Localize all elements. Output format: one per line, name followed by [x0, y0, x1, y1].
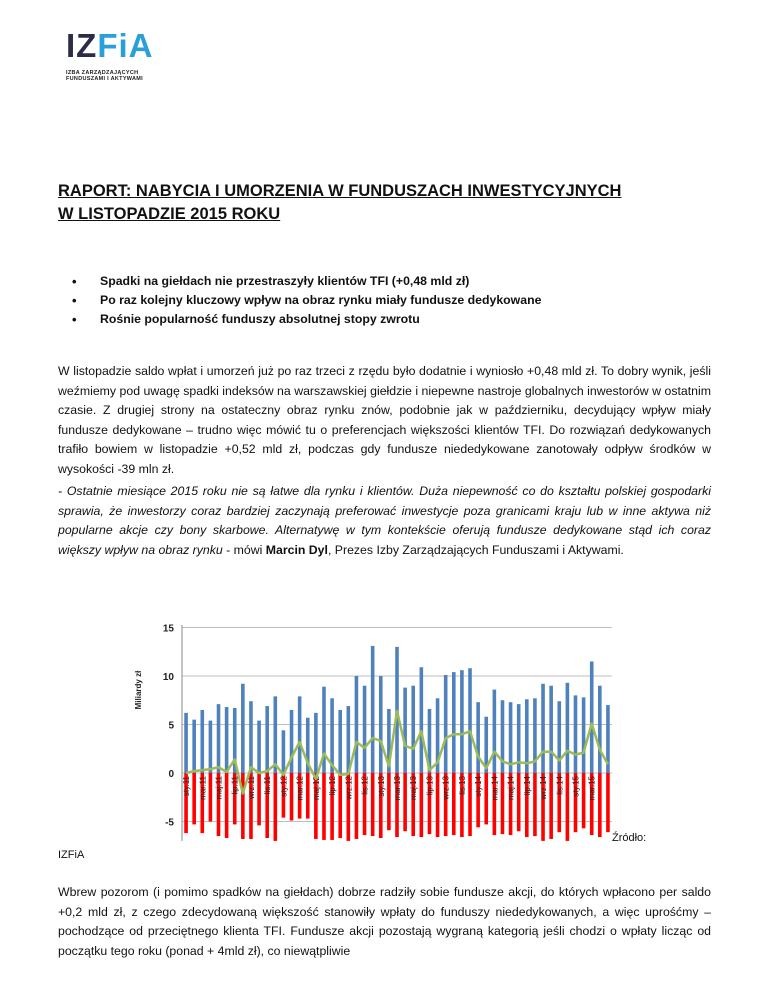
inflow-bar: [249, 701, 253, 773]
x-tick-label: mar.14: [490, 776, 500, 801]
inflow-bar: [241, 684, 245, 773]
x-tick-label: wrz.11: [246, 776, 256, 799]
inflow-bar: [355, 676, 359, 773]
inflow-bar: [444, 675, 448, 773]
inflow-bar: [582, 697, 586, 773]
highlight-item: • Rośnie popularność funduszy absolutnej stopy zwrotu: [72, 310, 541, 329]
inflow-bar: [452, 672, 456, 773]
inflow-bar: [468, 668, 472, 773]
x-tick-label: mar.12: [295, 776, 305, 801]
outflow-bar: [436, 773, 440, 837]
outflow-bar: [533, 773, 537, 836]
x-tick-label: lip.14: [522, 776, 532, 796]
outflow-bar: [306, 773, 310, 819]
source-label: Źródło:: [612, 832, 647, 844]
highlights-list: [72, 272, 541, 329]
outflow-bar: [420, 773, 424, 837]
x-tick-label: lis.11: [263, 776, 273, 795]
inflow-bar: [347, 706, 351, 773]
outflow-bar: [387, 773, 391, 830]
inflow-bar: [403, 688, 407, 773]
outflow-bar: [225, 773, 229, 838]
outflow-bar: [468, 773, 472, 836]
x-tick-label: wrz.14: [539, 776, 549, 800]
x-tick-label: lis.14: [555, 776, 565, 795]
inflow-bar: [566, 683, 570, 773]
x-tick-label: maj.11: [214, 776, 224, 800]
inflow-bar: [184, 713, 188, 773]
outflow-bar: [241, 773, 245, 839]
inflow-bar: [363, 686, 367, 773]
x-tick-label: wrz.13: [441, 776, 451, 800]
outflow-bar: [355, 773, 359, 839]
y-tick-label: 15: [162, 623, 174, 635]
inflow-bar: [225, 707, 229, 773]
inflow-bar: [371, 646, 375, 773]
inflow-bar: [200, 710, 204, 773]
y-axis-label: Miliardy zł: [134, 670, 143, 710]
highlight-item: • Po raz kolejny kluczowy wpływ na obraz rynku miały fundusze dedykowane: [72, 291, 541, 310]
inflow-bar: [257, 721, 261, 773]
inflow-bar: [493, 690, 497, 773]
x-tick-label: sty.15: [571, 776, 581, 797]
inflow-bar: [290, 710, 294, 773]
quote-text: - Ostatnie miesiące 2015 roku nie są łatwe dla rynku i klientów. Duża niepewność co do kształtu polskiej gospodarki sprawia, że inwestorzy coraz bardziej zaczynają preferować inwestycje poza granicami kraju lub w inne aktywa niż popularne akcje czy bony skarbowe. Alternatywę w tym kontekście oferują fundusze dedykowane stąd ich coraz większy wpływ na obraz rynku: [58, 484, 711, 557]
inflow-bar: [460, 670, 464, 773]
inflow-bar: [549, 686, 553, 773]
report-title: [58, 180, 718, 226]
inflow-bar: [420, 667, 424, 773]
x-tick-label: maj.12: [311, 776, 321, 801]
y-tick-label: 0: [168, 769, 174, 780]
inflow-bar: [557, 701, 561, 773]
intro-paragraph: W listopadzie saldo wpłat i umorzeń już po raz trzeci z rzędu było dodatnie i wyniosło +0,48 mld zł. To dobry wynik, jeśli weźmiemy pod uwagę spadki indeksów na warszawskiej giełdzie i niepewne nastroje globalnych inwestorów w ostatnim czasie. Z drugiej strony na ostateczny obraz rynku znów, podobnie jak w październiku, decydujący wpływ miały fundusze dedykowane – trudno więc mówić tu o preferencjach większości klientów TFI. Do rozwiązań dedykowanych trafiło bowiem w listopadzie +0,52 mld zł, podczas gdy fundusze niededykowane zanotowały odpływ środków w wysokości -39 mln zł.: [58, 364, 711, 476]
outflow-bar: [566, 773, 570, 841]
outflow-bar: [274, 773, 278, 841]
x-tick-label: lip.13: [425, 776, 435, 796]
quote-paragraph: - Ostatnie miesiące 2015 roku nie są łatwe dla rynku i klientów. Duża niepewność co do kształtu polskiej gospodarki sprawia, że inwestorzy coraz bardziej zaczynają preferować inwestycje poza granicami kraju lub w inne aktywa niż popularne akcje czy bony skarbowe. Alternatywę w tym kontekście oferują fundusze dedykowane stąd ich coraz większy wpływ na obraz rynku - mówi Marcin Dyl, Prezes Izby Zarządzających Funduszami i Aktywami.: [58, 484, 711, 557]
izfia-logo: [66, 27, 154, 82]
x-tick-label: wrz.12: [344, 776, 354, 800]
highlight-item: • Spadki na giełdach nie przestraszyły klientów TFI (+0,48 mld zł): [72, 272, 541, 291]
outflow-bar: [403, 773, 407, 831]
source-name: IZFiA: [58, 849, 85, 861]
inflow-bar: [265, 706, 269, 773]
outflow-bar: [371, 773, 375, 836]
inflow-bar: [574, 695, 578, 773]
x-tick-label: sty.11: [182, 776, 192, 797]
outflow-bar: [549, 773, 553, 839]
inflow-bar: [379, 676, 383, 773]
inflow-bar: [541, 684, 545, 773]
inflow-bar: [314, 713, 318, 773]
outflow-bar: [501, 773, 505, 834]
y-tick-label: -5: [165, 817, 174, 829]
speaker-name: Marcin Dyl: [265, 542, 328, 557]
logo-wordmark: IZFiA: [66, 27, 154, 64]
inflow-bar: [282, 730, 286, 773]
inflow-bar: [590, 661, 594, 773]
outflow-bar: [598, 773, 602, 837]
outflow-bar: [257, 773, 261, 825]
inflow-bar: [209, 721, 213, 773]
outflow-bar: [192, 773, 196, 824]
x-tick-label: sty.14: [474, 776, 484, 797]
outflow-bar: [517, 773, 521, 831]
outflow-bar: [484, 773, 488, 824]
x-tick-label: lip.11: [230, 776, 240, 795]
inflow-bar: [298, 696, 302, 773]
logo-subtitle: IZBA ZARZĄDZAJĄCYCH FUNDUSZAMI I AKTYWAMI: [66, 70, 143, 82]
title-line-2: W LISTOPADZIE 2015 ROKU: [58, 205, 281, 223]
x-tick-label: sty.13: [376, 776, 386, 797]
outflow-bar: [290, 773, 294, 821]
x-tick-label: lip.12: [328, 776, 338, 796]
inflow-bar: [192, 720, 196, 773]
outflow-bar: [606, 773, 610, 832]
inflow-bar: [476, 702, 480, 773]
flows-chart: [130, 615, 630, 847]
outflow-bar: [209, 773, 213, 822]
outflow-bar: [322, 773, 326, 840]
outflow-bar: [338, 773, 342, 838]
equity-funds-paragraph: Wbrew pozorom (i pomimo spadków na giełdach) dobrze radziły sobie fundusze akcji, do których wpłacono per saldo +0,2 mld zł, z czego zdecydowaną większość stanowiły wpłaty do funduszy niededykowanych, a więc uprośćmy – pochodzące od przeciętnego klienta TFI. Fundusze akcji pozostają wygraną kategorią jeśli chodzi o wpłaty licząc od początku tego roku (ponad + 4mld zł), co niewątpliwie: [58, 885, 711, 958]
title-line-1: RAPORT: NABYCIA I UMORZENIA W FUNDUSZACH INWESTYCYJNYCH: [58, 182, 622, 200]
x-tick-label: maj.13: [409, 776, 419, 801]
x-tick-label: mar.11: [198, 776, 208, 800]
inflow-bar: [274, 696, 278, 773]
outflow-bar: [452, 773, 456, 835]
inflow-bar: [411, 686, 415, 773]
y-tick-label: 5: [168, 720, 174, 732]
inflow-bar: [338, 710, 342, 773]
outflow-bar: [582, 773, 586, 828]
x-tick-label: mar.13: [393, 776, 402, 801]
inflow-bar: [598, 686, 602, 773]
inflow-bar: [217, 704, 221, 773]
y-tick-label: 10: [162, 672, 174, 683]
x-tick-label: maj.14: [506, 776, 516, 801]
inflow-bar: [509, 702, 513, 773]
x-tick-label: mar.15: [587, 776, 597, 801]
x-tick-label: sty.12: [279, 776, 289, 797]
x-tick-label: lis.12: [360, 776, 370, 795]
x-tick-label: lis.13: [457, 776, 467, 795]
